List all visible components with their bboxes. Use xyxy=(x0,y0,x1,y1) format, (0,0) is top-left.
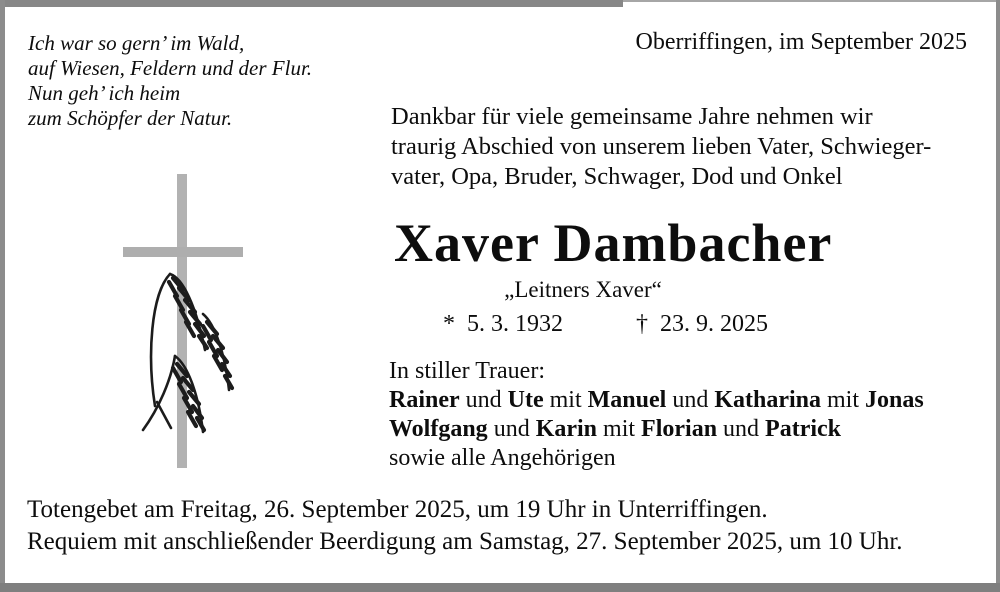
frame-border-right xyxy=(996,0,1000,592)
mourning-section xyxy=(389,357,924,473)
mourner-name: Manuel xyxy=(587,387,667,413)
mourners-line-3: sowie alle Angehörigen xyxy=(389,445,616,471)
cross-horizontal-bar xyxy=(123,247,243,257)
mourner-name: Wolfgang xyxy=(389,416,488,442)
connector-text: mit xyxy=(597,416,642,442)
mourner-name: Katharina xyxy=(714,387,822,413)
birth-date-value: 5. 3. 1932 xyxy=(467,311,563,337)
life-dates xyxy=(0,310,1000,338)
connector-text: und xyxy=(666,387,715,413)
connector-text: mit xyxy=(543,387,588,413)
mourner-name: Ute xyxy=(507,387,544,413)
connector-text: und xyxy=(717,416,766,442)
frame-border-top xyxy=(0,0,623,7)
mourner-name: Jonas xyxy=(865,387,924,413)
text-line: Totengebet am Freitag, 26. September 2025, um 19 Uhr in Unterriffingen. xyxy=(27,496,768,523)
death-cross-symbol: † xyxy=(636,311,648,337)
connector-text: und xyxy=(487,416,536,442)
mourner-name: Florian xyxy=(641,416,718,442)
birth-date xyxy=(443,310,563,338)
deceased-name: Xaver Dambacher xyxy=(394,213,833,273)
mourner-name: Rainer xyxy=(389,387,460,413)
deceased-nickname: „Leitners Xaver“ xyxy=(504,277,662,302)
connector-text: mit xyxy=(821,387,866,413)
text-line: traurig Abschied von unserem lieben Vater, Schwieger- xyxy=(391,133,932,160)
intro-text xyxy=(391,102,931,192)
text-line: Ich war so gern’ im Wald, xyxy=(28,31,245,55)
mourner-name: Patrick xyxy=(765,416,842,442)
frame-border-top-thin xyxy=(623,0,1000,2)
text-line: Requiem mit anschließender Beerdigung am Samstag, 27. September 2025, um 10 Uhr. xyxy=(27,528,903,555)
place-dateline: Oberriffingen, im September 2025 xyxy=(635,29,967,55)
death-date xyxy=(636,310,768,338)
text-line: Dankbar für viele gemeinsame Jahre nehmen wir xyxy=(391,103,873,130)
frame-border-left xyxy=(0,0,5,592)
memorial-poem xyxy=(28,31,312,131)
text-line: Nun geh’ ich heim xyxy=(28,81,181,105)
connector-text: und xyxy=(459,387,508,413)
text-line: auf Wiesen, Feldern und der Flur. xyxy=(28,56,313,80)
mourners-line-1 xyxy=(389,386,924,415)
death-date-value: 23. 9. 2025 xyxy=(660,311,768,337)
birth-star-symbol: * xyxy=(443,311,455,337)
service-announcements xyxy=(27,494,903,558)
mourning-intro: In stiller Trauer: xyxy=(389,358,545,384)
text-line: vater, Opa, Bruder, Schwager, Dod und Onkel xyxy=(391,163,843,190)
text-line: zum Schöpfer der Natur. xyxy=(28,106,233,130)
mourners-line-2 xyxy=(389,415,924,444)
frame-border-bottom xyxy=(0,583,1000,592)
mourner-name: Karin xyxy=(535,416,598,442)
